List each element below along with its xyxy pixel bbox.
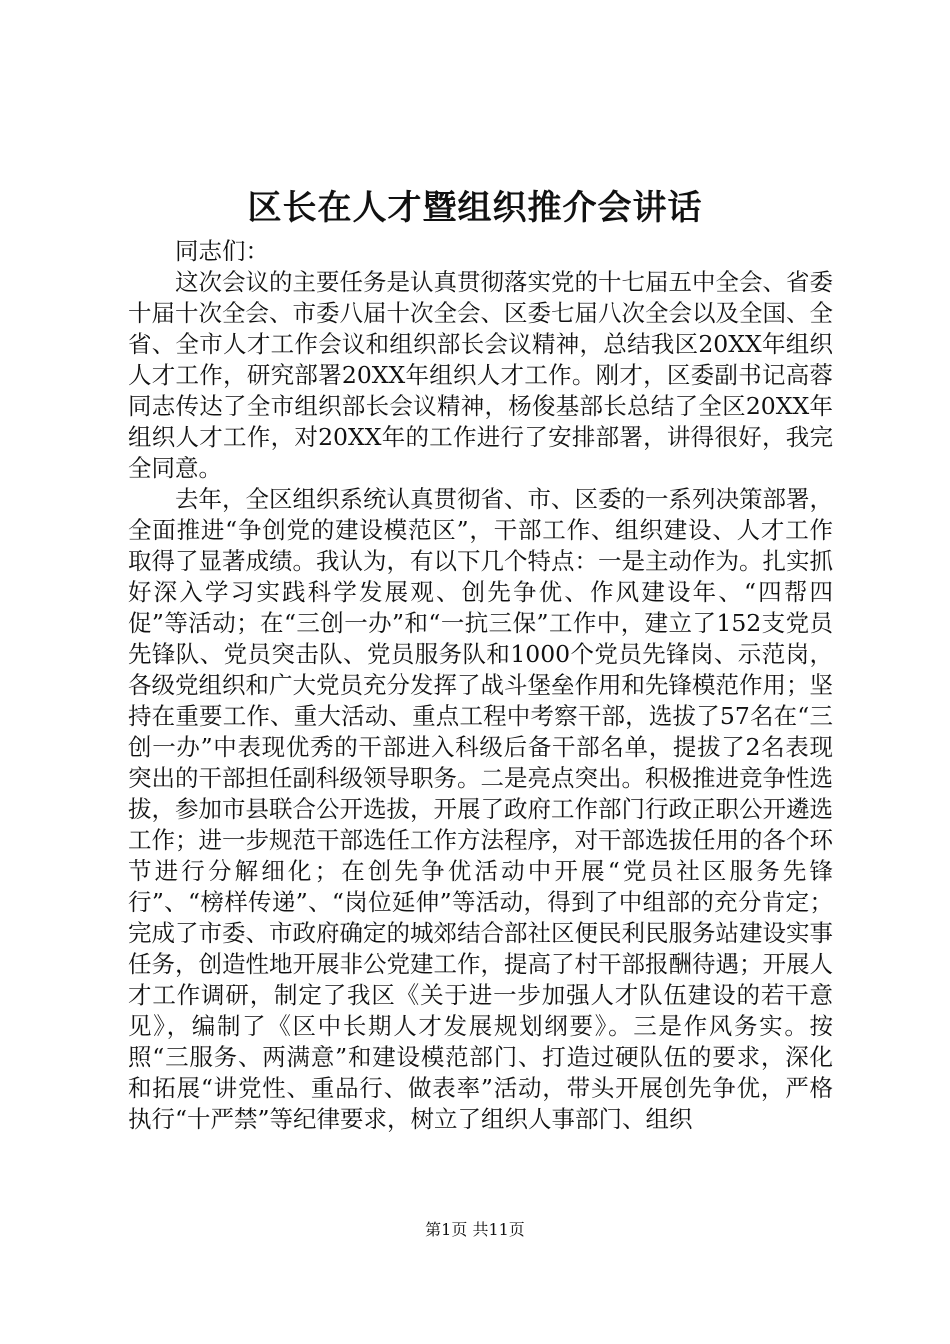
document-body [128, 236, 833, 1135]
page-number-footer: 第1页 共11页 [425, 1220, 525, 1239]
salutation: 同志们： [175, 237, 269, 265]
paragraph-1: 这次会议的主要任务是认真贯彻落实党的十七届五中全会、省委十届十次全会、市委八届十次全会、区委七届八次全会以及全国、全省、全市人才工作会议和组织部长会议精神，总结我区20XX年组织人才工作，研究部署20XX年组织人才工作。刚才，区委副书记高蓉同志传达了全市组织部长会议精神，杨俊基部长总结了全区20XX年组织人才工作，对20XX年的工作进行了安排部署，讲得很好，我完全同意。 [128, 268, 833, 482]
paragraph-2: 去年，全区组织系统认真贯彻省、市、区委的一系列决策部署，全面推进“争创党的建设模范区”，干部工作、组织建设、人才工作取得了显著成绩。我认为，有以下几个特点：一是主动作为。扎实抓好深入学习实践科学发展观、创先争优、作风建设年、“四帮四促”等活动；在“三创一办”和“一抗三保”工作中，建立了152支党员先锋队、党员突击队、党员服务队和1000个党员先锋岗、示范岗，各级党组织和广大党员充分发挥了战斗堡垒作用和先锋模范作用；坚持在重要工作、重大活动、重点工程中考察干部，选拔了57名在“三创一办”中表现优秀的干部进入科级后备干部名单，提拔了2名表现突出的干部担任副科级领导职务。二是亮点突出。积极推进竞争性选拔，参加市县联合公开选拔，开展了政府工作部门行政正职公开遴选工作；进一步规范干部选任工作方法程序，对干部选拔任用的各个环节进行分解细化；在创先争优活动中开展“党员社区服务先锋行”、“榜样传递”、“岗位延伸”等活动，得到了中组部的充分肯定；完成了市委、市政府确定的城郊结合部社区便民利民服务站建设实事任务，创造性地开展非公党建工作，提高了村干部报酬待遇；开展人才工作调研，制定了我区《关于进一步加强人才队伍建设的若干意见》，编制了《区中长期人才发展规划纲要》。三是作风务实。按照“三服务、两满意”和建设模范部门、打造过硬队伍的要求，深化和拓展“讲党性、重品行、做表率”活动，带头开展创先争优，严格执行“十严禁”等纪律要求，树立了组织人事部门、组织 [128, 485, 833, 1133]
document-title: 区长在人才暨组织推介会讲话 [247, 188, 703, 228]
